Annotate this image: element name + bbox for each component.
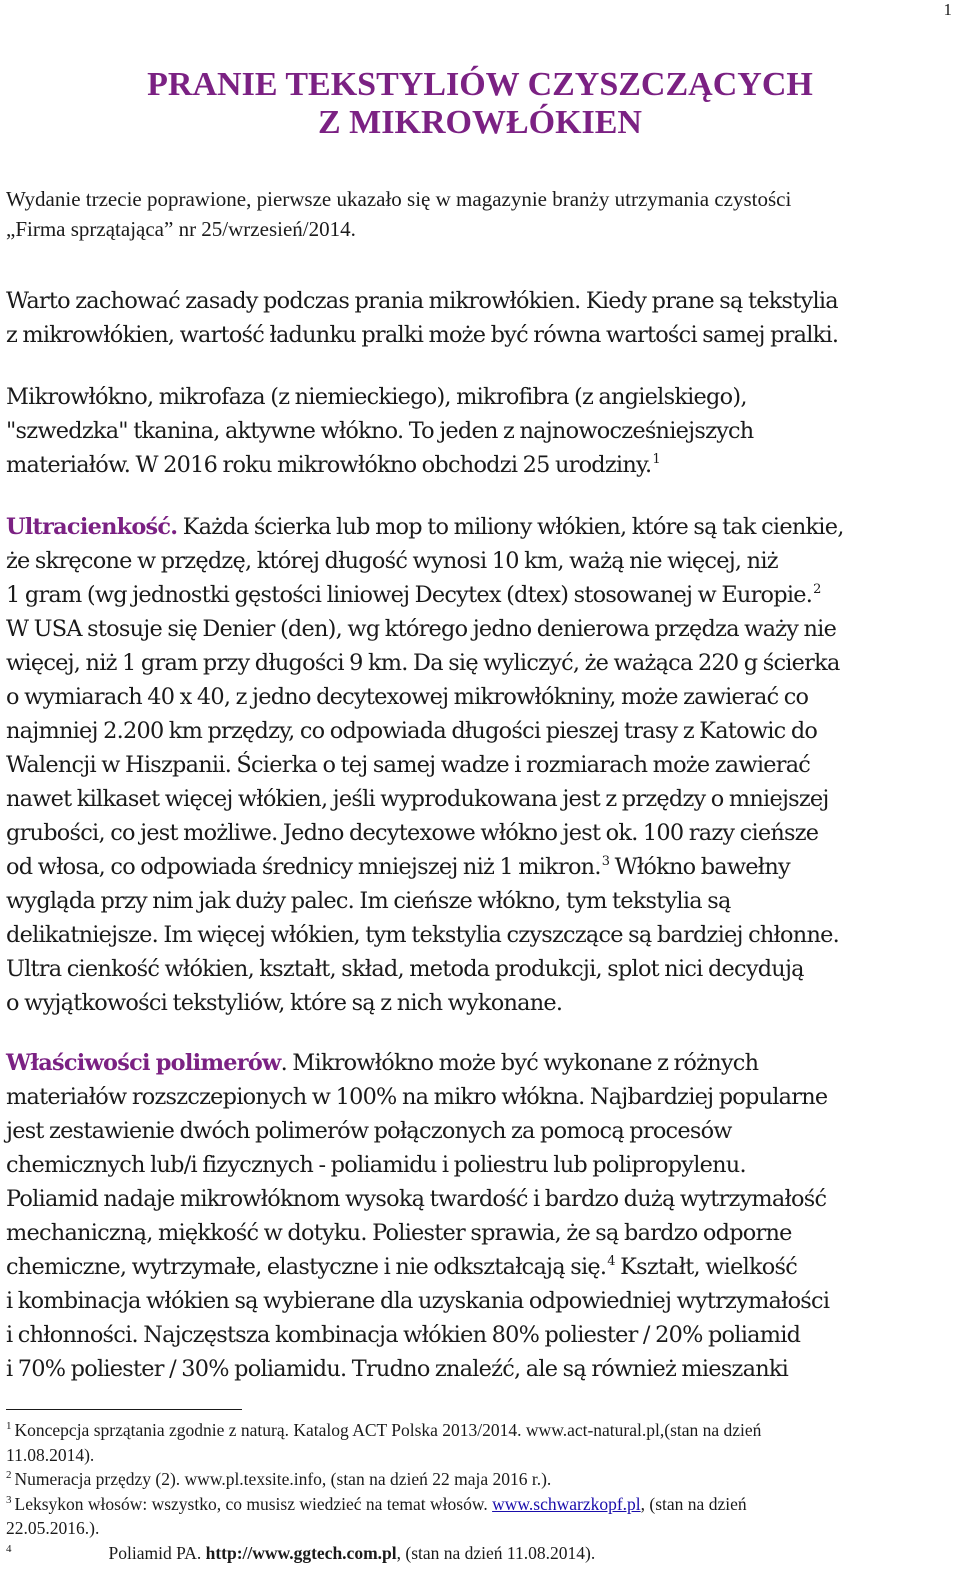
text-line (6, 1250, 960, 1284)
text-line: Warto zachować zasady podczas prania mikrowłókien. Kiedy prane są tekstylia (6, 288, 838, 314)
text-line (6, 850, 960, 884)
footnote-1 (6, 1418, 956, 1467)
text-line: chemicznych lub/i fizycznych - poliamidu i poliestru lub polipropylenu. (6, 1152, 746, 1178)
text-line: delikatniejsze. Im więcej włókien, tym tekstylia czyszczące są bardziej chłonne. (6, 922, 839, 948)
text-line: Mikrowłókno, mikrofaza (z niemieckiego), mikrofibra (z angielskiego), (6, 384, 747, 410)
text-line: W USA stosuje się Denier (den), wg którego jedno denierowa przędza waży nie (6, 616, 837, 642)
paragraph-ultrathinness (6, 510, 960, 1020)
text-line: Ultra cienkość włókien, kształt, skład, metoda produkcji, splot nici decydują (6, 956, 804, 982)
text-segment: Kształt, wielkość (614, 1254, 798, 1280)
ggtech-link[interactable]: http://www.ggtech.com.pl (205, 1542, 397, 1563)
footnote-text: Numeracja przędzy (2). www.pl.texsite.info, (stan na dzień 22 maja 2016 r.). (14, 1469, 552, 1489)
text-line: i chłonności. Najczęstsza kombinacja włókien 80% poliester / 20% poliamid (6, 1322, 801, 1348)
footnote-text: Leksykon włosów: wszystko, co musisz wiedzieć na temat włosów. (14, 1493, 493, 1514)
text-segment: Każda ścierka lub mop to miliony włókien, które są tak cienkie, (177, 514, 844, 540)
footnote-line (6, 1492, 956, 1517)
footnote-line (6, 1541, 956, 1566)
footnote-line: 11.08.2014). (6, 1444, 95, 1465)
footnote-ref-2[interactable]: 2 (813, 582, 821, 597)
section-lead-wlasciwosci-polimerow: Właściwości polimerów (6, 1050, 281, 1076)
text-line: najmniej 2.200 km przędzy, co odpowiada długości pieszej trasy z Katowic do (6, 718, 818, 744)
text-segment: materiałów. W 2016 roku mikrowłókno obchodzi 25 urodziny. (6, 452, 652, 478)
footnote-text: , (stan na dzień 11.08.2014). (396, 1542, 596, 1563)
footnote-line (6, 1418, 956, 1443)
footnote-3 (6, 1492, 956, 1541)
footnote-number: 4 (6, 1542, 12, 1555)
text-line (6, 510, 960, 544)
edition-note (6, 184, 956, 244)
text-segment: chemiczne, wytrzymałe, elastyczne i nie odkształcają się. (6, 1254, 607, 1280)
section-lead-ultracienkosc: Ultracienkość. (6, 514, 178, 540)
footnote-divider (6, 1409, 242, 1410)
text-line (6, 578, 960, 612)
footnote-number: 3 (6, 1493, 12, 1506)
page-title (0, 66, 960, 142)
text-segment: od włosa, co odpowiada średnicy mniejszej niż 1 mikron. (6, 854, 601, 880)
text-line: o wymiarach 40 x 40, z jedno decytexowej mikrowłókniny, może zawierać co (6, 684, 809, 710)
text-segment: Włókno bawełny (609, 854, 790, 880)
footnote-ref-1[interactable]: 1 (652, 452, 660, 467)
paragraph-polymer-properties (6, 1046, 960, 1386)
page-number: 1 (943, 0, 952, 19)
paragraph-microfiber-names (6, 380, 960, 482)
text-line: jest zestawienie dwóch polimerów połączonych za pomocą procesów (6, 1118, 732, 1144)
text-line: Poliamid nadaje mikrowłóknom wysoką twardość i bardzo dużą wytrzymałość (6, 1186, 827, 1212)
footnote-text: , (stan na dzień (640, 1493, 747, 1514)
text-line: i kombinacja włókien są wybierane dla uzyskania odpowiedniej wytrzymałości (6, 1288, 830, 1314)
footnote-line (6, 1467, 956, 1492)
footnote-ref-3[interactable]: 3 (601, 854, 610, 869)
text-line (6, 448, 960, 482)
text-line: z mikrowłókien, wartość ładunku pralki może być równa wartości samej pralki. (6, 322, 839, 348)
text-line: wygląda przy nim jak duży palec. Im cieńsze włókno, tym tekstylia są (6, 888, 731, 914)
footnote-text: Koncepcja sprzątania zgodnie z naturą. Katalog ACT Polska 2013/2014. www.act-natural.pl,(stan na dzień (14, 1420, 762, 1440)
title-line-2: Z MIKROWŁÓKIEN (318, 104, 642, 141)
footnote-number: 2 (6, 1469, 12, 1481)
footnotes (6, 1418, 956, 1565)
text-segment: 1 gram (wg jednostki gęstości liniowej Decytex (dtex) stosowanej w Europie. (6, 582, 813, 608)
text-line: "szwedzka" tkanina, aktywne włókno. To jeden z najnowocześniejszych (6, 418, 754, 444)
title-line-1: PRANIE TEKSTYLIÓW CZYSZCZĄCYCH (147, 66, 813, 103)
footnote-line: 22.05.2016.). (6, 1518, 100, 1538)
text-segment: . Mikrowłókno może być wykonane z różnych (280, 1050, 759, 1076)
schwarzkopf-link[interactable]: www.schwarzkopf.pl (492, 1493, 641, 1514)
footnote-2 (6, 1467, 956, 1492)
paragraph-washing-intro (6, 284, 960, 352)
text-line: i 70% poliester / 30% poliamidu. Trudno znaleźć, ale są również mieszanki (6, 1356, 789, 1382)
footnote-4 (6, 1541, 956, 1566)
edition-note-line-1: Wydanie trzecie poprawione, pierwsze ukazało się w magazynie branży utrzymania czystości (6, 187, 792, 211)
text-line: mechaniczną, miękkość w dotyku. Poliester sprawia, że są bardzo odporne (6, 1220, 792, 1246)
text-line: o wyjątkowości tekstyliów, które są z nich wykonane. (6, 990, 563, 1016)
text-line: materiałów rozszczepionych w 100% na mikro włókna. Najbardziej popularne (6, 1084, 828, 1110)
text-line: nawet kilkaset więcej włókien, jeśli wyprodukowana jest z przędzy o mniejszej (6, 786, 829, 812)
footnote-number: 1 (6, 1420, 12, 1432)
edition-note-line-2: „Firma sprzątająca” nr 25/wrzesień/2014. (6, 217, 356, 241)
text-line: grubości, co jest możliwe. Jedno decytexowe włókno jest ok. 100 razy cieńsze (6, 820, 819, 846)
footnote-ref-4[interactable]: 4 (607, 1254, 615, 1269)
text-line: że skręcone w przędzę, której długość wynosi 10 km, ważą nie więcej, niż (6, 548, 778, 574)
text-line: Walencji w Hiszpanii. Ścierka o tej samej wadze i rozmiarach może zawierać (6, 752, 811, 778)
text-line: więcej, niż 1 gram przy długości 9 km. Da się wyliczyć, że ważąca 220 g ścierka (6, 650, 840, 676)
text-line (6, 1046, 960, 1080)
footnote-text: Poliamid PA. (108, 1542, 206, 1563)
